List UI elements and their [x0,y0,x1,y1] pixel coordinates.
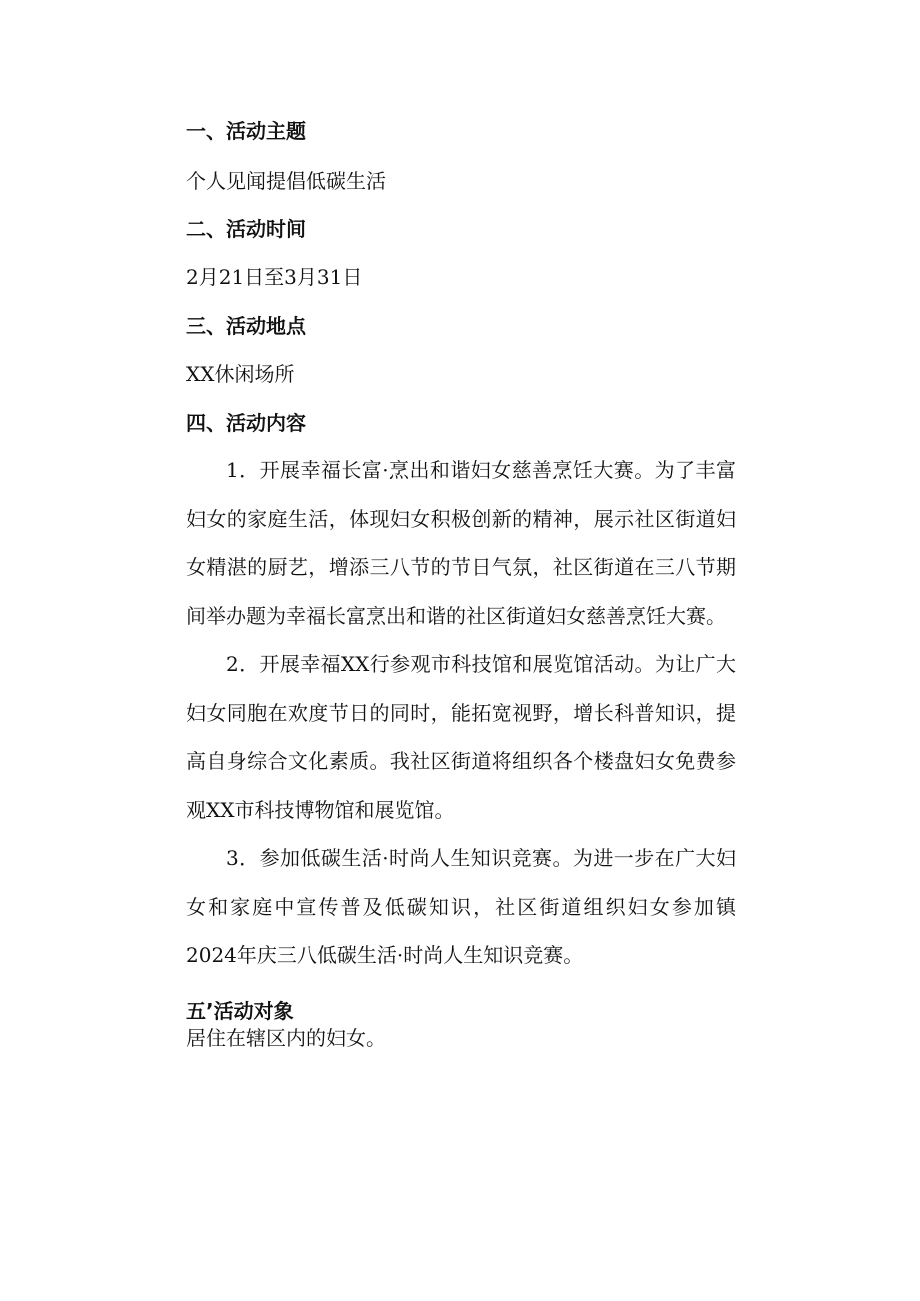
content-item-2: 2．开展幸福XX行参观市科技馆和展览馆活动。为让广大妇女同胞在欢度节日的同时，能拓宽视野，增长科普知识，提高自身综合文化素质。我社区街道将组织各个楼盘妇女免费参观XX市科技博物馆和展览馆。 [186,652,736,822]
section-heading-location: 三、活动地点 [186,314,306,338]
section-body-audience: 居住在辖区内的妇女。 [186,1026,386,1050]
section-body-location: XX休闲场所 [186,362,295,386]
section-heading-theme: 一、活动主题 [186,119,306,143]
section-heading-audience: 五’活动对象 [186,999,294,1023]
section-body-theme: 个人见闻提倡低碳生活 [186,169,386,193]
content-item-1: 1．开展幸福长富·烹出和谐妇女慈善烹饪大赛。为了丰富妇女的家庭生活，体现妇女积极创新的精神，展示社区街道妇女精湛的厨艺，增添三八节的节日气氛，社区街道在三八节期间举办题为幸福长富烹出和谐的社区街道妇女慈善烹饪大赛。 [186,458,736,628]
section-body-time: 2月21日至3月31日 [186,265,363,289]
section-heading-content: 四、活动内容 [186,411,306,435]
section-heading-time: 二、活动时间 [186,217,306,241]
content-item-3: 3．参加低碳生活·时尚人生知识竞赛。为进一步在广大妇女和家庭中宣传普及低碳知识，社区街道组织妇女参加镇2024年庆三八低碳生活·时尚人生知识竞赛。 [186,846,736,967]
